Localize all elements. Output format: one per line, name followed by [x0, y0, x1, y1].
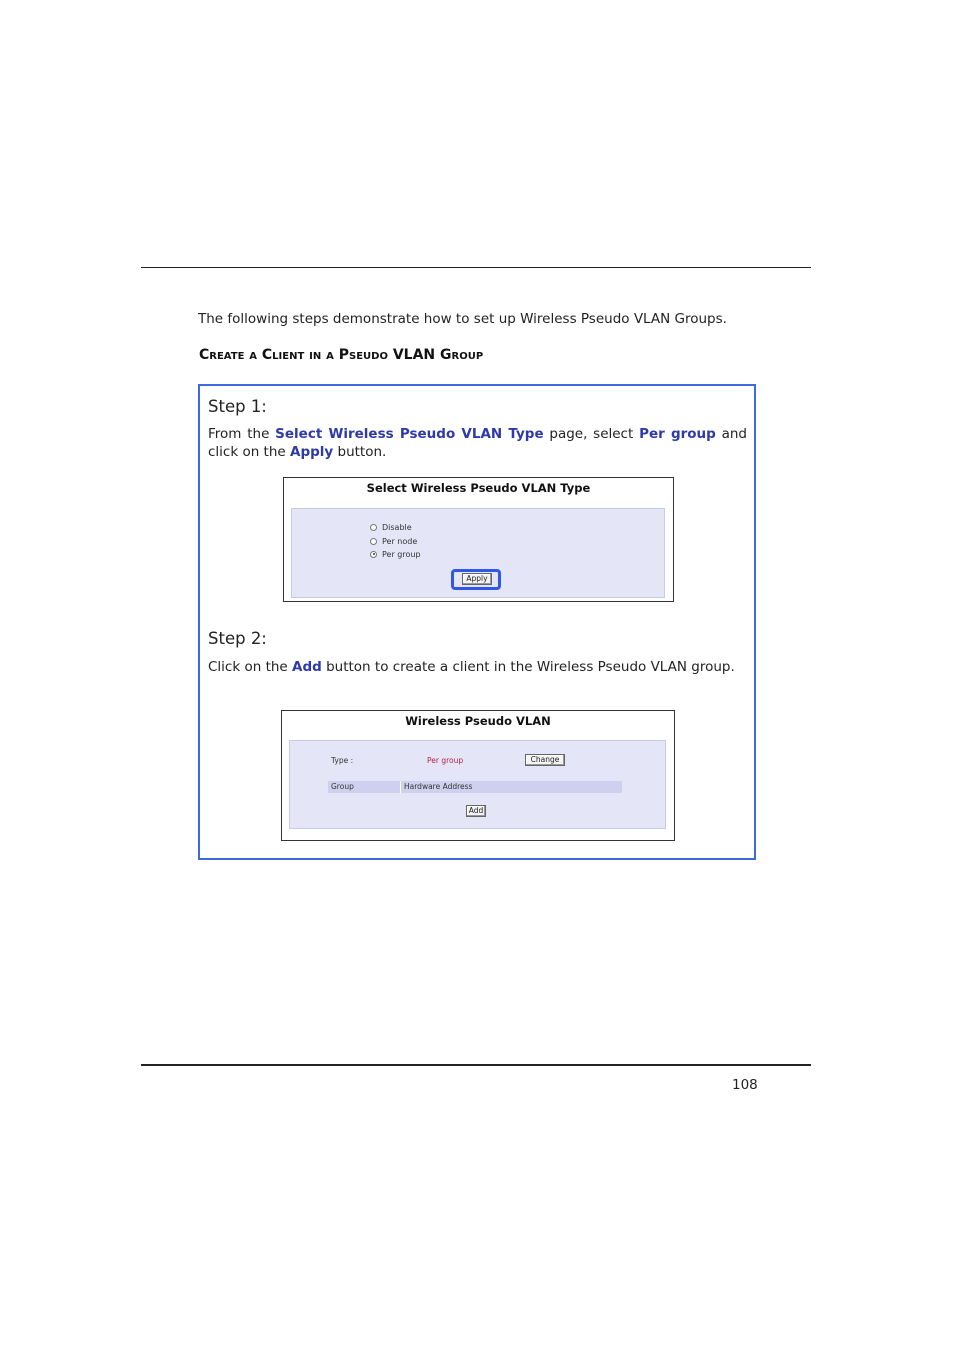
change-button[interactable]: Change: [525, 754, 565, 766]
add-button[interactable]: Add: [466, 805, 486, 817]
radio-disable-icon[interactable]: [370, 524, 377, 531]
page-number: 108: [732, 1077, 758, 1093]
per-group-link: Per group: [639, 426, 716, 442]
bottom-rule: [141, 1064, 811, 1066]
step1-text-before: From the: [208, 426, 276, 442]
apply-link: Apply: [290, 444, 334, 460]
step1-text-after: button.: [333, 444, 387, 460]
intro-paragraph: The following steps demonstrate how to set up Wireless Pseudo VLAN Groups.: [198, 311, 727, 327]
pseudo-vlan-screenshot: [281, 710, 675, 841]
column-group: Group: [328, 781, 401, 793]
step1-title: Step 1:: [208, 397, 267, 416]
step2-text: [208, 658, 747, 676]
step1-text-mid2: and click on the: [208, 426, 747, 460]
select-vlan-type-link: Select Wireless Pseudo VLAN Type: [275, 426, 544, 442]
option-disable[interactable]: [370, 521, 412, 533]
option-per-group[interactable]: [370, 548, 421, 560]
step2-text-after: button to create a client in the Wireless Pseudo VLAN group.: [321, 659, 735, 675]
step1-text-mid1: page, select: [543, 426, 640, 442]
pseudo-vlan-screenshot-title: Wireless Pseudo VLAN: [405, 714, 551, 728]
option-per-node-label: Per node: [382, 536, 418, 546]
radio-per-group-icon[interactable]: [370, 551, 377, 558]
step2-text-before: Click on the: [208, 659, 293, 675]
option-per-node[interactable]: [370, 535, 417, 547]
type-value: Per group: [427, 756, 464, 765]
pseudo-vlan-form: [289, 740, 666, 829]
radio-per-node-icon[interactable]: [370, 538, 377, 545]
vlan-type-form: [291, 508, 665, 598]
step1-text: [208, 425, 747, 461]
section-heading: Create a Client in a Pseudo VLAN Group: [199, 347, 484, 363]
vlan-type-screenshot-title: Select Wireless Pseudo VLAN Type: [366, 481, 591, 495]
top-rule: [141, 267, 811, 268]
steps-box: [198, 384, 756, 860]
type-label: Type :: [331, 756, 354, 765]
option-disable-label: Disable: [382, 522, 412, 532]
column-hardware-address: Hardware Address: [404, 782, 473, 791]
step2-title: Step 2:: [208, 629, 267, 648]
apply-button[interactable]: Apply: [462, 573, 492, 585]
client-table-header: [328, 781, 622, 793]
vlan-type-screenshot: [283, 477, 674, 602]
add-link: Add: [292, 659, 322, 675]
option-per-group-label: Per group: [382, 549, 421, 559]
